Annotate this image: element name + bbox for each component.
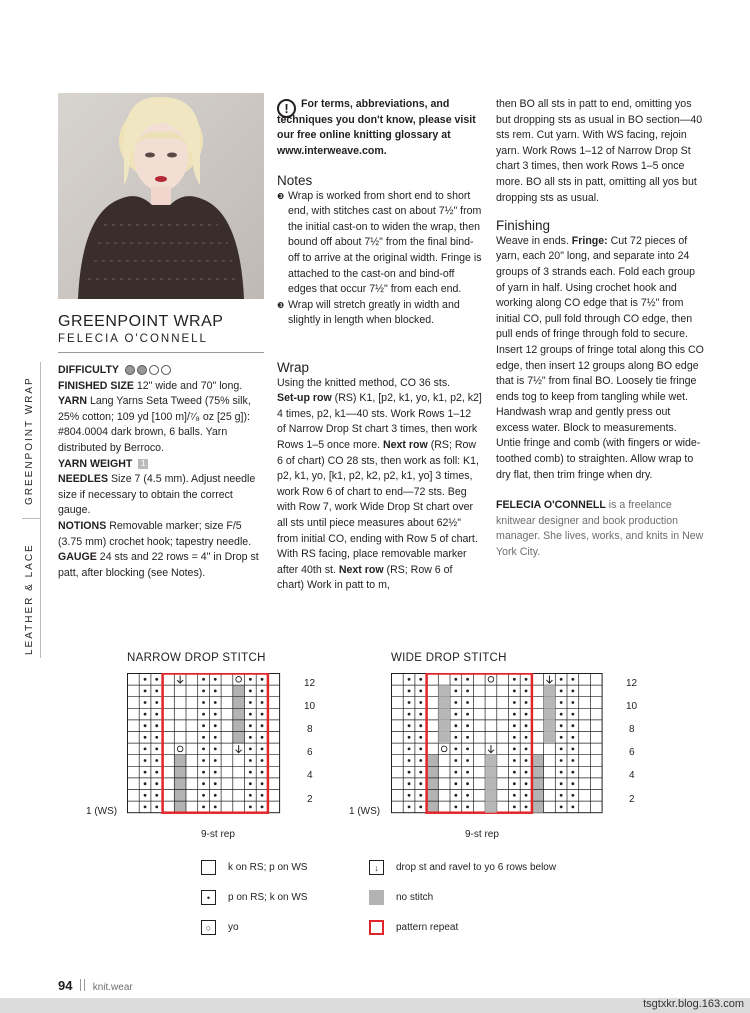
purl-dot xyxy=(202,771,205,774)
purl-dot xyxy=(525,748,528,751)
purl-dot xyxy=(408,701,411,704)
first-row-label: 1 (WS) xyxy=(349,806,381,817)
sidebar-divider xyxy=(22,518,40,519)
purl-dot xyxy=(466,806,469,809)
legend-yo-label: yo xyxy=(228,922,239,933)
row-label: 6 xyxy=(307,747,313,758)
purl-dot xyxy=(249,713,252,716)
repeat-label: 9-st rep xyxy=(465,829,499,840)
purl-dot xyxy=(466,713,469,716)
purl-dot xyxy=(560,690,563,693)
purl-dot xyxy=(571,678,574,681)
purl-dot xyxy=(144,806,147,809)
no-stitch-cell xyxy=(485,790,497,802)
purl-dot xyxy=(454,759,457,762)
wrap-heading: Wrap xyxy=(277,360,310,375)
first-row-label: 1 (WS) xyxy=(86,806,118,817)
no-stitch-cell xyxy=(438,708,450,720)
purl-dot xyxy=(155,724,158,727)
purl-dot xyxy=(144,782,147,785)
purl-dot xyxy=(560,678,563,681)
no-stitch-cell xyxy=(532,766,544,778)
purl-dot xyxy=(419,736,422,739)
knit-symbol-icon xyxy=(201,860,216,875)
purl-dot xyxy=(454,736,457,739)
purl-dot xyxy=(261,782,264,785)
no-stitch-cell xyxy=(544,685,556,697)
purl-dot xyxy=(155,701,158,704)
purl-dot xyxy=(144,748,147,751)
purl-dot xyxy=(202,794,205,797)
purl-dot xyxy=(571,701,574,704)
purl-dot xyxy=(249,690,252,693)
purl-dot xyxy=(513,713,516,716)
purl-dot xyxy=(560,759,563,762)
purl-dot xyxy=(513,690,516,693)
purl-dot xyxy=(408,736,411,739)
purl-dot xyxy=(513,771,516,774)
no-stitch-cell xyxy=(532,778,544,790)
notions-text: Removable marker; size F/5 (3.75 mm) crochet hook; tapestry needle. xyxy=(58,519,252,548)
purl-dot xyxy=(261,724,264,727)
notions-label: NOTIONS xyxy=(58,519,107,532)
purl-dot xyxy=(202,748,205,751)
bio-name: FELECIA O'CONNELL xyxy=(496,499,606,512)
sidebar-article-label: GREENPOINT WRAP xyxy=(24,376,35,505)
purl-dot xyxy=(513,806,516,809)
purl-dot xyxy=(144,701,147,704)
row-label: 10 xyxy=(304,701,316,712)
purl-dot xyxy=(261,748,264,751)
legend-repeat-label: pattern repeat xyxy=(396,922,459,933)
no-stitch-cell xyxy=(485,766,497,778)
purl-dot xyxy=(408,771,411,774)
no-stitch-cell xyxy=(544,708,556,720)
purl-dot xyxy=(419,771,422,774)
note-item xyxy=(277,189,482,298)
legend-purl-label: p on RS; k on WS xyxy=(228,892,308,903)
purl-dot xyxy=(466,736,469,739)
purl-dot xyxy=(571,724,574,727)
wide-drop-stitch-chart xyxy=(391,673,611,818)
purl-dot xyxy=(419,724,422,727)
purl-dot xyxy=(466,690,469,693)
no-stitch-cell xyxy=(233,720,245,732)
purl-dot xyxy=(155,748,158,751)
purl-dot xyxy=(155,794,158,797)
magazine-name: knit.wear xyxy=(92,982,133,993)
purl-dot xyxy=(571,782,574,785)
purl-dot-icon: • xyxy=(201,890,216,905)
no-stitch-cell xyxy=(427,778,439,790)
next-row-text-2: (RS; Row 6 of chart) Work in patt to m, xyxy=(277,563,453,592)
no-stitch-cell xyxy=(427,766,439,778)
drop-stitch-arrow-icon: ↓ xyxy=(369,860,384,875)
row-label: 12 xyxy=(304,678,316,689)
purl-dot xyxy=(571,759,574,762)
difficulty-indicator xyxy=(125,365,171,375)
gauge-label: GAUGE xyxy=(58,551,97,564)
purl-dot xyxy=(560,724,563,727)
purl-dot xyxy=(466,759,469,762)
purl-dot xyxy=(249,748,252,751)
purl-dot xyxy=(214,690,217,693)
watermark-bar xyxy=(0,998,750,1013)
purl-dot xyxy=(454,713,457,716)
purl-dot xyxy=(155,713,158,716)
no-stitch-cell xyxy=(438,732,450,744)
purl-dot xyxy=(513,701,516,704)
purl-dot xyxy=(419,701,422,704)
purl-dot xyxy=(261,771,264,774)
no-stitch-swatch-icon xyxy=(369,890,384,905)
next-row-label: Next row xyxy=(383,438,428,451)
row-label: 4 xyxy=(307,770,313,781)
purl-dot xyxy=(525,771,528,774)
purl-dot xyxy=(419,678,422,681)
no-stitch-cell xyxy=(532,790,544,802)
no-stitch-cell xyxy=(233,685,245,697)
purl-dot xyxy=(513,794,516,797)
purl-dot xyxy=(261,759,264,762)
watermark-text: tsgtxkr.blog.163.com xyxy=(643,998,744,1010)
purl-dot xyxy=(454,724,457,727)
purl-dot xyxy=(214,806,217,809)
repeat-label: 9-st rep xyxy=(201,829,235,840)
finishing-intro: Weave in ends. xyxy=(496,234,572,247)
purl-dot xyxy=(571,806,574,809)
legend-no-stitch-label: no stitch xyxy=(396,892,434,903)
glossary-callout xyxy=(277,97,482,159)
purl-dot xyxy=(144,736,147,739)
title-rule xyxy=(58,352,264,353)
finishing-heading: Finishing xyxy=(496,218,551,234)
purl-dot xyxy=(525,724,528,727)
purl-dot xyxy=(525,690,528,693)
narrow-chart-title: NARROW DROP STITCH xyxy=(127,652,266,664)
column-three xyxy=(496,97,704,561)
purl-dot xyxy=(513,736,516,739)
purl-dot xyxy=(249,782,252,785)
purl-dot xyxy=(454,678,457,681)
purl-dot xyxy=(454,701,457,704)
pattern-title: GREENPOINT WRAP xyxy=(58,313,224,330)
purl-dot xyxy=(513,782,516,785)
designer-name: FELECIA O'CONNELL xyxy=(58,333,208,345)
legend-repeat xyxy=(369,920,458,935)
row-label: 12 xyxy=(626,678,638,689)
needles-label: NEEDLES xyxy=(58,473,109,486)
purl-dot xyxy=(249,771,252,774)
purl-dot xyxy=(560,713,563,716)
legend-yo xyxy=(201,920,239,935)
pattern-repeat-swatch-icon xyxy=(369,920,384,935)
purl-dot xyxy=(419,713,422,716)
no-stitch-cell xyxy=(532,801,544,813)
purl-dot xyxy=(261,794,264,797)
purl-dot xyxy=(466,794,469,797)
purl-dot xyxy=(525,678,528,681)
purl-dot xyxy=(454,771,457,774)
row-label: 8 xyxy=(307,724,313,735)
no-stitch-cell xyxy=(174,755,186,767)
notes-heading: Notes xyxy=(277,173,313,188)
purl-dot xyxy=(525,736,528,739)
no-stitch-cell xyxy=(485,801,497,813)
no-stitch-cell xyxy=(485,778,497,790)
fringe-label: Fringe: xyxy=(571,234,608,247)
no-stitch-cell xyxy=(544,732,556,744)
next-row-label-2: Next row xyxy=(338,563,384,576)
row-label: 10 xyxy=(626,701,638,712)
purl-dot xyxy=(560,736,563,739)
no-stitch-cell xyxy=(174,766,186,778)
purl-dot xyxy=(249,759,252,762)
legend-drop-label: drop st and ravel to yo 6 rows below xyxy=(396,862,557,873)
no-stitch-cell xyxy=(532,755,544,767)
purl-dot xyxy=(249,701,252,704)
narrow-drop-stitch-chart xyxy=(127,673,289,818)
purl-dot xyxy=(261,690,264,693)
purl-dot xyxy=(408,713,411,716)
purl-dot xyxy=(466,701,469,704)
legend-purl xyxy=(201,890,307,905)
purl-dot xyxy=(155,690,158,693)
wrap-section xyxy=(277,360,482,594)
no-stitch-cell xyxy=(438,685,450,697)
notes-section xyxy=(277,173,482,329)
page-number: 94 xyxy=(58,978,73,993)
purl-dot xyxy=(202,736,205,739)
purl-dot xyxy=(202,701,205,704)
purl-dot xyxy=(454,690,457,693)
purl-dot xyxy=(419,806,422,809)
purl-dot xyxy=(454,806,457,809)
purl-dot xyxy=(155,771,158,774)
purl-dot xyxy=(214,724,217,727)
glossary-text: For terms, abbreviations, and techniques you don't know, please visit our free online knitting glossary at www.interweave.com. xyxy=(277,98,476,157)
purl-dot xyxy=(513,759,516,762)
purl-dot xyxy=(560,806,563,809)
purl-dot xyxy=(466,724,469,727)
purl-dot xyxy=(408,806,411,809)
no-stitch-cell xyxy=(174,801,186,813)
purl-dot xyxy=(419,690,422,693)
purl-dot xyxy=(202,678,205,681)
alert-icon: ! xyxy=(277,99,296,118)
row-label: 2 xyxy=(629,794,635,805)
purl-dot xyxy=(419,759,422,762)
legend-drop xyxy=(369,860,556,875)
purl-dot xyxy=(155,678,158,681)
legend-knit-label: k on RS; p on WS xyxy=(228,862,308,873)
purl-dot xyxy=(261,701,264,704)
purl-dot xyxy=(571,794,574,797)
setup-row-text: (RS) K1, [p2, k1, yo, k1, p2, k2] 4 times, p2, k1—40 sts. Work Rows 1–12 of Narrow Drop St chart 3 times, then work Rows 1–5 once more. xyxy=(277,392,482,451)
purl-dot xyxy=(466,771,469,774)
purl-dot xyxy=(525,782,528,785)
purl-dot xyxy=(525,806,528,809)
purl-dot xyxy=(249,724,252,727)
purl-dot xyxy=(408,759,411,762)
purl-dot xyxy=(202,806,205,809)
purl-dot xyxy=(513,748,516,751)
no-stitch-cell xyxy=(233,708,245,720)
purl-dot xyxy=(513,678,516,681)
no-stitch-cell xyxy=(427,801,439,813)
purl-dot xyxy=(144,713,147,716)
purl-dot xyxy=(214,771,217,774)
purl-dot xyxy=(408,724,411,727)
purl-dot xyxy=(214,701,217,704)
no-stitch-cell xyxy=(174,778,186,790)
purl-dot xyxy=(214,736,217,739)
yarn-weight-label: YARN WEIGHT xyxy=(58,457,133,470)
finished-size-label: FINISHED SIZE xyxy=(58,379,134,392)
no-stitch-cell xyxy=(174,790,186,802)
model-photo xyxy=(58,93,264,299)
purl-dot xyxy=(249,806,252,809)
purl-dot xyxy=(571,736,574,739)
purl-dot xyxy=(202,724,205,727)
next-row-text: (RS; Row 6 of chart) CO 28 sts, then work as foll: K1, p2, k1, yo, [k1, p2, k2, p2, k1, yo] 3 times, work Row 6 of chart to end—72 sts. Beg with Row 7, work Wide Drop St chart over all sts until piece measures about 62½" from initial CO, ending with Row 5 of chart. With RS facing, place removable marker after 40th st. xyxy=(277,438,479,576)
purl-dot xyxy=(202,759,205,762)
purl-dot xyxy=(408,678,411,681)
purl-dot xyxy=(214,713,217,716)
purl-dot xyxy=(155,736,158,739)
specs-block xyxy=(58,363,266,581)
purl-dot xyxy=(454,794,457,797)
yarn-weight-badge: 1 xyxy=(138,459,148,469)
purl-dot xyxy=(525,759,528,762)
purl-dot xyxy=(214,782,217,785)
purl-dot xyxy=(419,748,422,751)
purl-dot xyxy=(261,678,264,681)
purl-dot xyxy=(466,748,469,751)
purl-dot xyxy=(261,713,264,716)
purl-dot xyxy=(202,782,205,785)
purl-dot xyxy=(560,748,563,751)
purl-dot xyxy=(155,782,158,785)
purl-dot xyxy=(419,794,422,797)
purl-dot xyxy=(560,794,563,797)
setup-row-label: Set-up row xyxy=(277,392,332,405)
purl-dot xyxy=(144,759,147,762)
purl-dot xyxy=(408,748,411,751)
wrap-cast-on: Using the knitted method, CO 36 sts. xyxy=(277,376,451,389)
purl-dot xyxy=(560,771,563,774)
purl-dot xyxy=(249,736,252,739)
wide-chart-title: WIDE DROP STITCH xyxy=(391,652,507,664)
purl-dot xyxy=(525,794,528,797)
no-stitch-cell xyxy=(233,697,245,709)
purl-dot xyxy=(144,794,147,797)
purl-dot xyxy=(466,678,469,681)
wrap-continued: then BO all sts in patt to end, omitting yos but dropping sts as usual in BO section—40 sts rem. Cut yarn. With WS facing, rejoin yarn. Work Rows 1–12 of Narrow Drop St chart 3 times, then work Rows 1–5 once more. BO all sts in patt, omitting all yos but dropping sts as usual. xyxy=(496,98,703,204)
page-footer xyxy=(58,978,133,993)
yarn-text: Lang Yarns Seta Tweed (75% silk, 25% cotton; 109 yd [100 m]/⁷⁄₈ oz [25 g]): #804.0004 dark brown, 6 balls. Yarn distributed by Berroco. xyxy=(58,395,251,454)
legend-knit xyxy=(201,860,307,875)
finished-size: 12" wide and 70" long. xyxy=(133,379,243,392)
row-label: 8 xyxy=(629,724,635,735)
bullet-icon: ❸ xyxy=(277,191,285,201)
purl-dot xyxy=(249,794,252,797)
needles-text: Size 7 (4.5 mm). Adjust needle size if necessary to obtain the correct gauge. xyxy=(58,473,256,517)
purl-dot xyxy=(408,690,411,693)
row-label: 4 xyxy=(629,770,635,781)
purl-dot xyxy=(261,736,264,739)
purl-dot xyxy=(408,794,411,797)
footer-divider xyxy=(80,979,85,991)
no-stitch-cell xyxy=(485,755,497,767)
purl-dot xyxy=(525,713,528,716)
purl-dot xyxy=(466,782,469,785)
no-stitch-cell xyxy=(427,755,439,767)
purl-dot xyxy=(571,690,574,693)
purl-dot xyxy=(214,748,217,751)
purl-dot xyxy=(202,690,205,693)
no-stitch-cell xyxy=(438,697,450,709)
purl-dot xyxy=(513,724,516,727)
no-stitch-cell xyxy=(438,720,450,732)
sidebar-section-label: LEATHER & LACE xyxy=(24,543,35,655)
purl-dot xyxy=(454,782,457,785)
bullet-icon: ❸ xyxy=(277,300,285,310)
note-item xyxy=(277,298,482,329)
purl-dot xyxy=(571,748,574,751)
purl-dot xyxy=(144,771,147,774)
row-label: 6 xyxy=(629,747,635,758)
purl-dot xyxy=(560,782,563,785)
note-text: Wrap is worked from short end to short end, with stitches cast on about 7½" from the initial cast-on to widen the wrap, then bound off about 7½" from the final bind-off to arrive at the original width. Fringe is attached to the cast-on and bind-off edges that occur 7½" from each end. xyxy=(288,189,482,296)
purl-dot xyxy=(214,759,217,762)
finishing-text: Cut 72 pieces of yarn, each 20" long, and separate into 24 groups of 3 strands each. Fold each group of yarn in half. Using crochet hook and working along CO edge that is 7½" from initial CO, pull fold through CO edge, then pull ends of fringe through fold to secure. Insert 12 groups of fringe total along this CO edge, then insert 12 groups along BO edge that is 7½" from final BO. Loosely tie fringe ends tog to keep from tangling while wet. Handwash wrap and gently press out excess water. Block to measurements. Untie fringe and comb (with fingers or wide-toothed comb) to straighten. Allow wrap to dry flat, then trim fringe when dry. xyxy=(496,234,704,481)
purl-dot xyxy=(214,794,217,797)
purl-dot xyxy=(261,806,264,809)
purl-dot xyxy=(249,678,252,681)
bio-text: is a freelance knitwear designer and book production manager. She lives, works, and knits in New York City. xyxy=(496,499,704,559)
no-stitch-cell xyxy=(544,720,556,732)
purl-dot xyxy=(408,782,411,785)
purl-dot xyxy=(155,759,158,762)
purl-dot xyxy=(144,724,147,727)
note-text: Wrap will stretch greatly in width and slightly in length when blocked. xyxy=(288,298,460,327)
purl-dot xyxy=(454,748,457,751)
purl-dot xyxy=(571,771,574,774)
purl-dot xyxy=(525,701,528,704)
row-label: 2 xyxy=(307,794,313,805)
no-stitch-cell xyxy=(427,790,439,802)
purl-dot xyxy=(144,690,147,693)
purl-dot xyxy=(144,678,147,681)
purl-dot xyxy=(560,701,563,704)
legend-no-stitch xyxy=(369,890,433,905)
yarn-label: YARN xyxy=(58,395,88,408)
purl-dot xyxy=(155,806,158,809)
purl-dot xyxy=(571,713,574,716)
yarn-over-circle-icon: ○ xyxy=(201,920,216,935)
no-stitch-cell xyxy=(544,697,556,709)
difficulty-label: DIFFICULTY xyxy=(58,364,120,376)
no-stitch-cell xyxy=(233,732,245,744)
gauge-text: 24 sts and 22 rows = 4" in Drop st patt, after blocking (see Notes). xyxy=(58,551,259,579)
purl-dot xyxy=(214,678,217,681)
purl-dot xyxy=(419,782,422,785)
purl-dot xyxy=(202,713,205,716)
